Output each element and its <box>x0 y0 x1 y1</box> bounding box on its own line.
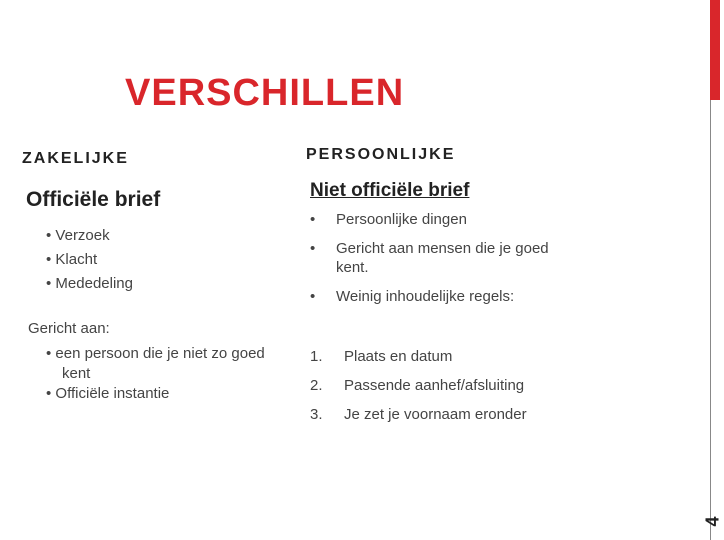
accent-bar <box>710 0 720 100</box>
list-item-text: Plaats en datum <box>344 348 453 365</box>
list-item <box>310 400 527 429</box>
list-item-text: Weinig inhoudelijke regels: <box>336 288 515 305</box>
page-number: 4 <box>702 516 723 527</box>
side-rule <box>710 100 720 540</box>
list-item: • Klacht <box>46 248 133 272</box>
left-subheading: Officiële brief <box>26 188 161 211</box>
right-bullet-list <box>310 210 570 316</box>
list-number: 1. <box>310 348 323 365</box>
gericht-label: Gericht aan: <box>28 320 110 337</box>
bullet-mark: • <box>310 211 316 228</box>
list-item <box>310 371 527 400</box>
slide-title: VERSCHILLEN <box>125 72 405 114</box>
bullet-mark: • <box>310 240 316 257</box>
left-column-heading: ZAKELIJKE <box>22 150 129 167</box>
list-item-text: Je zet je voornaam eronder <box>344 406 527 423</box>
right-numbered-list <box>310 342 527 429</box>
list-item-text: Passende aanhef/afsluiting <box>344 377 525 394</box>
list-item: • Mededeling <box>46 272 133 296</box>
left-type-list <box>46 224 133 296</box>
list-number: 2. <box>310 377 323 394</box>
list-item: • Officiële instantie <box>46 384 276 404</box>
list-item-text: Persoonlijke dingen <box>336 211 467 228</box>
list-item <box>310 287 570 306</box>
list-number: 3. <box>310 406 323 423</box>
list-item <box>310 210 570 229</box>
list-item <box>310 342 527 371</box>
list-item-text: Gericht aan mensen die je goed kent. <box>336 240 549 276</box>
bullet-mark: • <box>310 288 316 305</box>
right-column-heading: PERSOONLIJKE <box>306 146 456 163</box>
list-item: • Verzoek <box>46 224 133 248</box>
right-subheading: Niet officiële brief <box>310 180 470 201</box>
list-item <box>310 239 570 277</box>
list-item: • een persoon die je niet zo goed kent <box>46 344 276 384</box>
gericht-list <box>46 344 276 404</box>
